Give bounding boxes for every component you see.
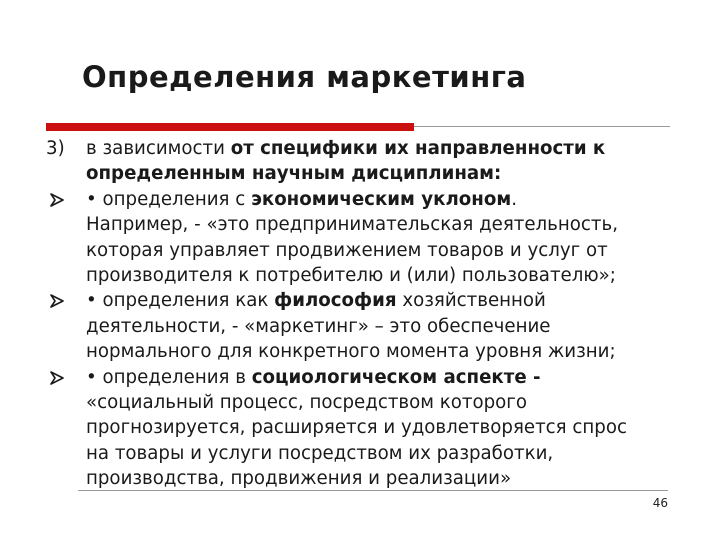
list-item [46, 365, 686, 492]
text-line: определенным научным дисциплинам: [86, 163, 502, 185]
text-line: • определения как философия хозяйственной [86, 290, 546, 312]
text-line: производства, продвижения и реализации» [86, 468, 512, 490]
text-line: производителя к потребителю и (или) пользователю»; [86, 265, 616, 287]
page-number: 46 [652, 496, 668, 510]
text-line: Например, - «это предпринимательская деятельность, [86, 214, 619, 236]
arrow-bullet-icon [46, 288, 86, 313]
text-line: на товары и услуги посредством их разработки, [86, 442, 554, 464]
title-accent-bar [46, 123, 414, 131]
footer-divider-line [78, 490, 668, 491]
arrow-bullet-icon [46, 187, 86, 212]
title-divider-line [414, 126, 670, 127]
text-line: которая управляет продвижением товаров и услуг от [86, 239, 608, 261]
text-line: деятельности, - «маркетинг» – это обеспечение [86, 315, 551, 337]
item-number-label: 3) [46, 138, 65, 159]
list-item [46, 288, 686, 364]
list-item [46, 136, 686, 187]
slide-body [46, 136, 686, 492]
slide-title: Определения маркетинга [82, 60, 527, 94]
text-line: • определения в социологическом аспекте - [86, 366, 541, 388]
text-line: • определения с экономическим уклоном. [86, 188, 517, 210]
list-item [46, 187, 686, 289]
text-line: нормального для конкретного момента уровня жизни; [86, 341, 616, 363]
text-line: «социальный процесс, посредством которого [86, 392, 527, 414]
arrow-bullet-icon [46, 365, 86, 390]
text-line: прогнозируется, расширяется и удовлетворяется спрос [86, 417, 627, 439]
text-line: в зависимости от специфики их направленности к [86, 138, 606, 159]
